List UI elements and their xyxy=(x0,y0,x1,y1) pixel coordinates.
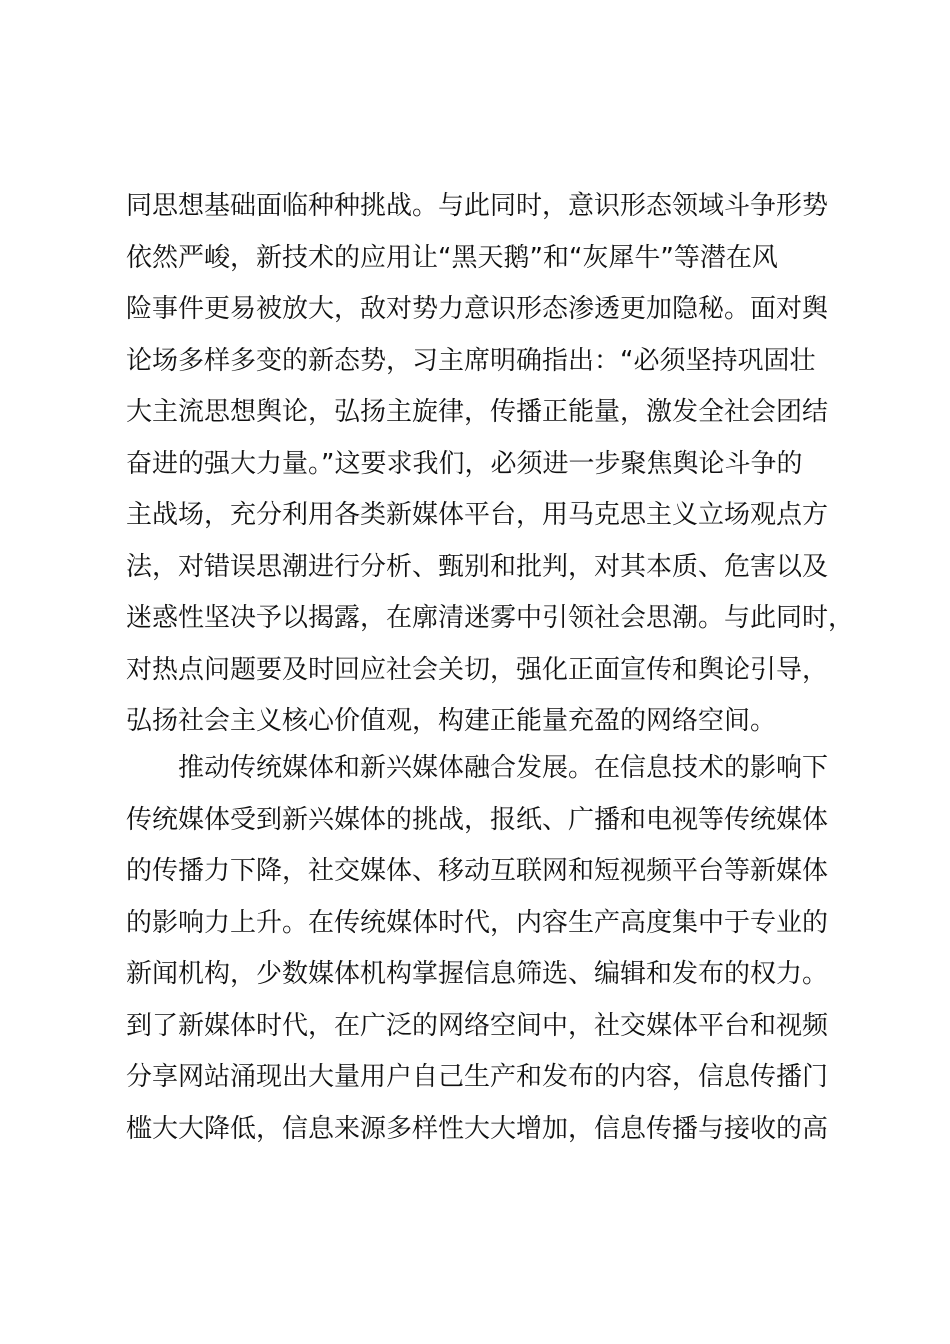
paragraph-1-line: 依然严峻，新技术的应用让“黑天鹅”和“灰犀牛”等潜在风 xyxy=(126,242,778,273)
paragraph-2-line: 到了新媒体时代，在广泛的网络空间中，社交媒体平台和视频 xyxy=(126,1010,829,1041)
paragraph-1-line: 迷惑性坚决予以揭露，在廓清迷雾中引领社会思潮。与此同时， xyxy=(126,603,855,633)
paragraph-2-line: 新闻机构，少数媒体机构掌握信息筛选、编辑和发布的权力。 xyxy=(126,959,829,989)
paragraph-1-line: 弘扬社会主义核心价值观，构建正能量充盈的网络空间。 xyxy=(126,706,777,736)
paragraph-2 xyxy=(126,743,836,1155)
paragraph-2-line: 的影响力上升。在传统媒体时代，内容生产高度集中于专业的 xyxy=(126,907,829,938)
paragraph-1-line: 法，对错误思潮进行分析、甄别和批判，对其本质、危害以及 xyxy=(126,551,829,582)
paragraph-1-line: 大主流思想舆论，弘扬主旋律，传播正能量，激发全社会团结 xyxy=(126,397,829,427)
paragraph-2-line: 传统媒体受到新兴媒体的挑战，报纸、广播和电视等传统媒体 xyxy=(126,804,829,835)
paragraph-1-line: 险事件更易被放大，敌对势力意识形态渗透更加隐秘。面对舆 xyxy=(126,294,829,324)
paragraph-1-line: 对热点问题要及时回应社会关切，强化正面宣传和舆论引导， xyxy=(126,654,829,685)
paragraph-2-line: 分享网站涌现出大量用户自己生产和发布的内容，信息传播门 xyxy=(126,1062,829,1092)
paragraph-2-line: 的传播力下降，社交媒体、移动互联网和短视频平台等新媒体 xyxy=(126,856,829,886)
paragraph-2-line: 槛大大降低，信息来源多样性大大增加，信息传播与接收的高 xyxy=(126,1113,829,1144)
paragraph-1-line: 论场多样多变的新态势，习主席明确指出：“必须坚持巩固壮 xyxy=(126,345,816,376)
paragraph-1-line: 主战场，充分利用各类新媒体平台，用马克思主义立场观点方 xyxy=(126,500,829,530)
paragraph-1 xyxy=(126,181,855,748)
paragraph-1-line: 奋进的强大力量。”这要求我们，必须进一步聚焦舆论斗争的 xyxy=(126,448,803,479)
paragraph-2-first-line: 推动传统媒体和新兴媒体融合发展。在信息技术的影响下 xyxy=(178,753,829,783)
paragraph-1-line: 同思想基础面临种种挑战。与此同时，意识形态领域斗争形势 xyxy=(126,191,829,221)
